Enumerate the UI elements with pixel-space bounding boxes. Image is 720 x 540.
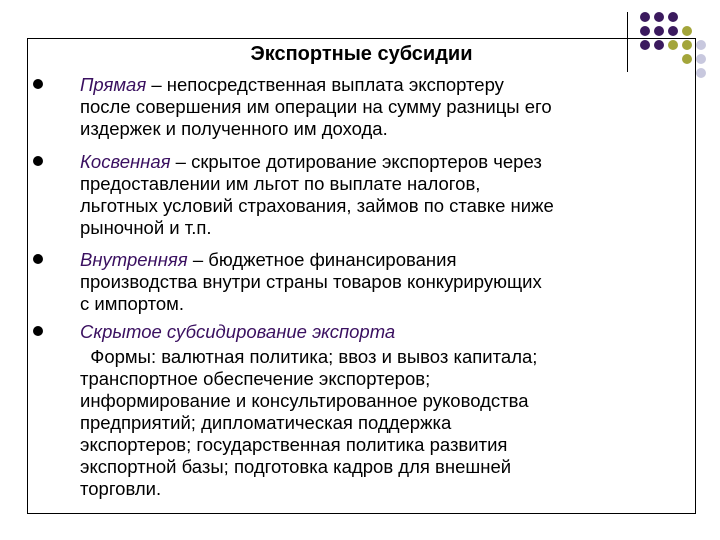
list-item-text: издержек и полученного им дохода. xyxy=(80,118,388,139)
list-item-line xyxy=(80,249,690,271)
list-item-text: – непосредственная выплата экспортеру xyxy=(146,74,504,95)
bullet-dot xyxy=(33,326,43,336)
decorative-dot xyxy=(654,26,664,36)
list-item-text: с импортом. xyxy=(80,293,185,314)
list-item-text: – скрытое дотирование экспортеров через xyxy=(170,151,542,172)
list-item-direct xyxy=(80,74,690,140)
paragraph-line: экспортеров; государственная политика развития xyxy=(80,434,508,455)
decorative-dot xyxy=(696,40,706,50)
paragraph-line: торговли. xyxy=(80,478,162,499)
list-item-hidden-subsidy xyxy=(80,321,690,343)
decorative-dot xyxy=(640,12,650,22)
list-item-term: Прямая xyxy=(80,74,147,95)
list-item-text: производства внутри страны товаров конкурирующих xyxy=(80,271,542,292)
decorative-dot xyxy=(696,54,706,64)
list-item-internal xyxy=(80,249,690,315)
list-item-text: после совершения им операции на сумму разницы его xyxy=(80,96,552,117)
list-item-line xyxy=(80,151,690,173)
list-item-term: Скрытое субсидирование экспорта xyxy=(80,321,396,342)
bullet-dot xyxy=(33,156,43,166)
decorative-dot xyxy=(640,26,650,36)
paragraph-line: информирование и консультированное руководства xyxy=(80,390,529,411)
list-item-indirect xyxy=(80,151,690,239)
bullet-dot xyxy=(33,254,43,264)
decorative-dot xyxy=(654,12,664,22)
list-item-text: рыночной и т.п. xyxy=(80,217,212,238)
list-item-text: – бюджетное финансирования xyxy=(187,249,457,270)
bullet-dot xyxy=(33,79,43,89)
list-item-term: Внутренняя xyxy=(80,249,188,270)
decorative-dot xyxy=(696,68,706,78)
paragraph-line: Формы: валютная политика; ввоз и вывоз капитала; xyxy=(80,346,538,367)
decorative-dot xyxy=(682,26,692,36)
list-item-text: предоставлении им льгот по выплате налогов, xyxy=(80,173,481,194)
decorative-dot xyxy=(668,12,678,22)
list-item-text: льготных условий страхования, займов по ставке ниже xyxy=(80,195,554,216)
list-item-line xyxy=(80,74,690,96)
list-item-term: Косвенная xyxy=(80,151,171,172)
slide-title: Экспортные субсидии xyxy=(250,43,473,65)
decorative-dot xyxy=(668,26,678,36)
paragraph-line: предприятий; дипломатическая поддержка xyxy=(80,412,452,433)
forms-paragraph xyxy=(80,346,690,500)
paragraph-line: экспортной базы; подготовка кадров для внешней xyxy=(80,456,512,477)
paragraph-line: транспортное обеспечение экспортеров; xyxy=(80,368,431,389)
